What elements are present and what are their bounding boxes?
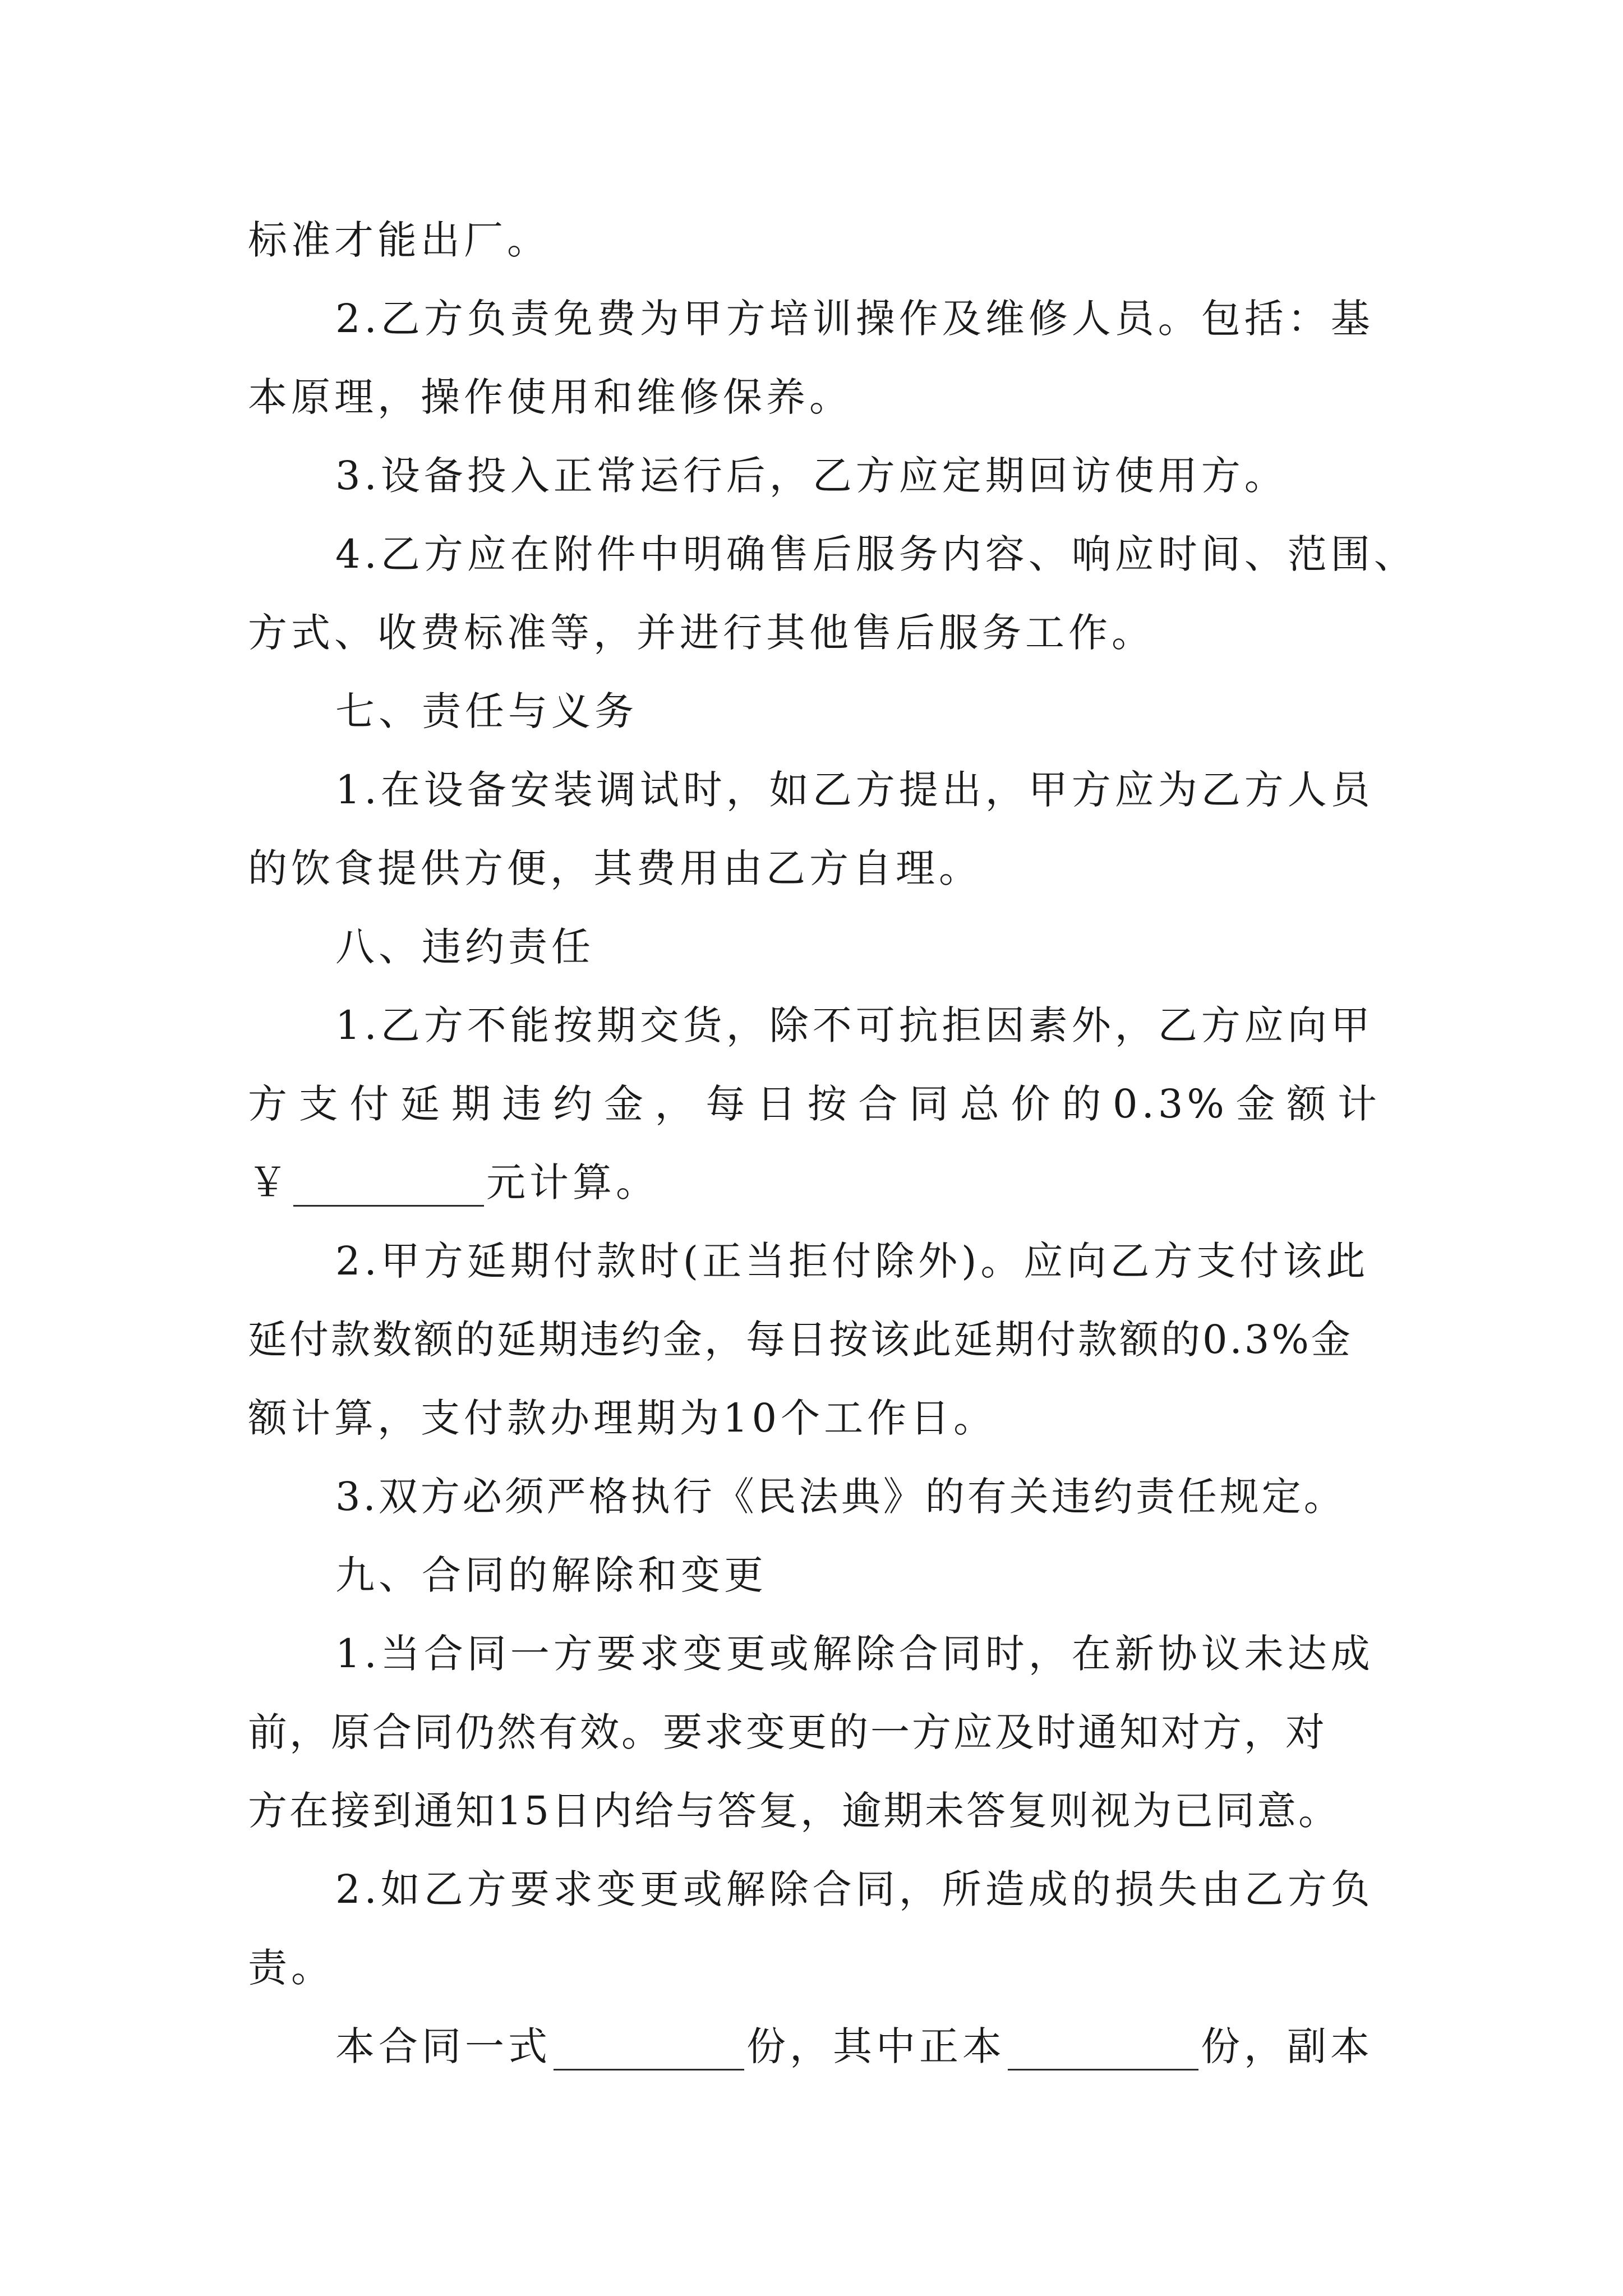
- original-copies-blank: [1008, 2030, 1198, 2070]
- text-line: 1.当合同一方要求变更或解除合同时，在新协议未达成: [335, 1631, 1374, 1677]
- text-line: 2.如乙方要求变更或解除合同，所造成的损失由乙方负: [335, 1866, 1374, 1912]
- text-line: 3.双方必须严格执行《民法典》的有关违约责任规定。: [335, 1474, 1346, 1520]
- text-line: 责。: [248, 1945, 334, 1991]
- text-line: 额计算，支付款办理期为10个工作日。: [248, 1395, 997, 1441]
- text-fragment: 份，其中正本: [746, 2023, 1006, 2069]
- text-line-with-blank: [248, 1143, 1386, 1222]
- text-line: 3.设备投入正常运行后，乙方应定期回访使用方。: [335, 453, 1288, 499]
- text-line: 方在接到通知15日内给与答复，逾期未答复则视为已同意。: [248, 1788, 1340, 1834]
- amount-blank: [293, 1166, 484, 1207]
- text-line: 标准才能出厂。: [248, 217, 550, 263]
- text-line: 1.乙方不能按期交货，除不可抗拒因素外，乙方应向甲: [335, 1002, 1374, 1048]
- text-line: 4.乙方应在附件中明确售后服务内容、响应时间、范围、: [335, 531, 1417, 577]
- text-line: 延付款数额的延期违约金，每日按该此延期付款额的0.3%金: [248, 1317, 1353, 1363]
- section-heading: 八、违约责任: [335, 924, 594, 970]
- text-fragment: 份，副本: [1201, 2023, 1373, 2069]
- text-line: 2.甲方延期付款时(正当拒付除外)。应向乙方支付该此: [335, 1238, 1370, 1284]
- text-line: 前，原合同仍然有效。要求变更的一方应及时通知对方，对: [248, 1709, 1327, 1755]
- text-line: 方式、收费标准等，并进行其他售后服务工作。: [248, 610, 1155, 656]
- section-heading: 七、责任与义务: [335, 688, 638, 734]
- copies-blank: [554, 2030, 744, 2070]
- text-line: 2.乙方负责免费为甲方培训操作及维修人员。包括：基: [335, 296, 1374, 342]
- currency-symbol: ￥: [248, 1159, 291, 1205]
- section-heading: 九、合同的解除和变更: [335, 1552, 767, 1598]
- text-line: 1.在设备安装调试时，如乙方提出，甲方应为乙方人员: [335, 767, 1374, 813]
- text-line-with-blanks: [335, 2007, 1401, 2086]
- text-line: 的饮食提供方便，其费用由乙方自理。: [248, 845, 982, 891]
- text-fragment: 元计算。: [486, 1159, 659, 1205]
- text-fragment: 本合同一式: [335, 2023, 551, 2069]
- text-line: 方支付延期违约金，每日按合同总价的0.3%金额计: [248, 1081, 1381, 1127]
- text-line: 本原理，操作使用和维修保养。: [248, 374, 852, 420]
